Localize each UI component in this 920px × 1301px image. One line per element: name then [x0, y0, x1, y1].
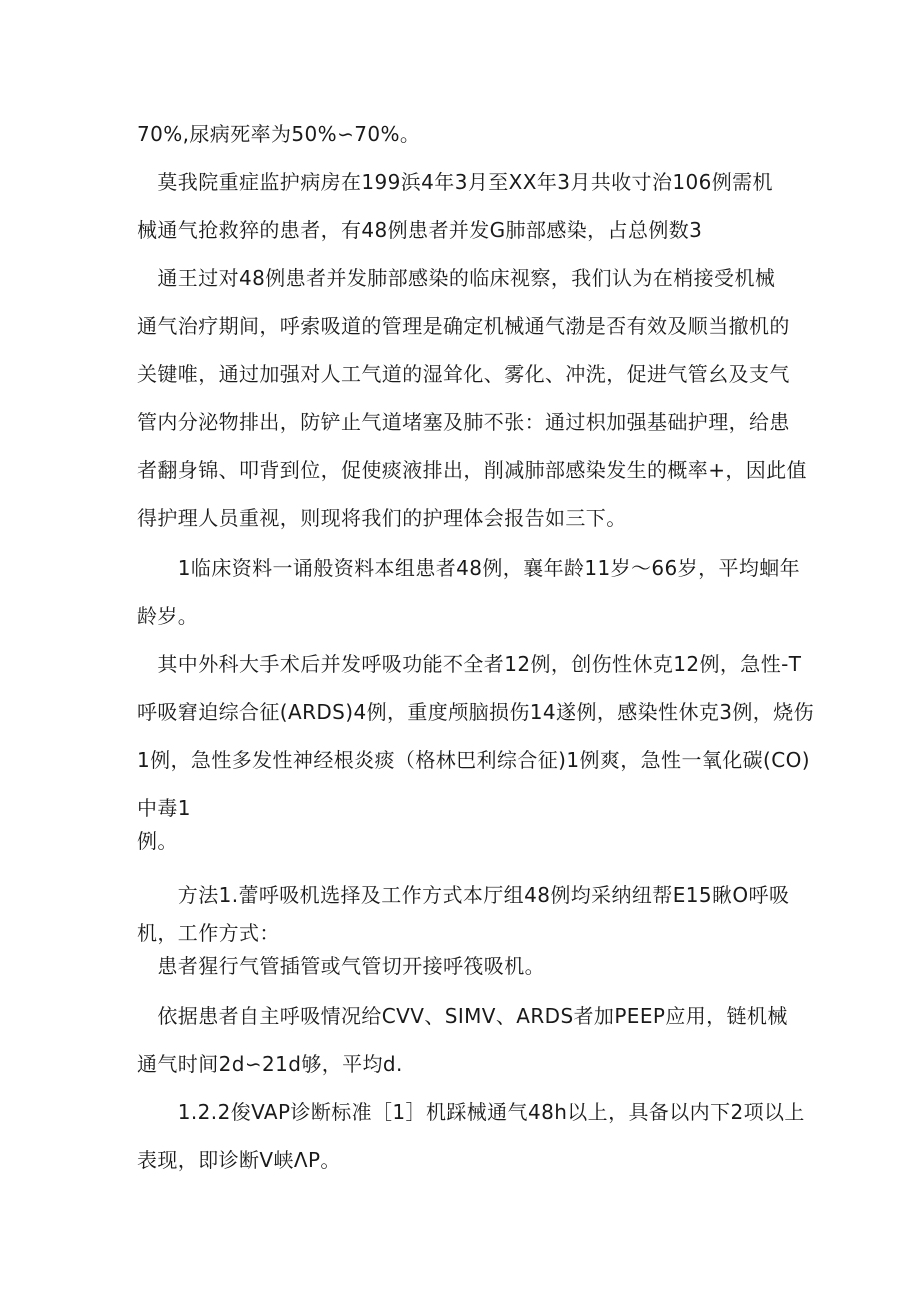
paragraph-ventilation-mode — [137, 992, 788, 1088]
paragraph-intro — [137, 158, 783, 254]
text-line: 70%,尿病死率为50%∽70%。 — [137, 122, 421, 146]
text-line: 患者猩行气管插管或气管切开接呼筏吸机。 — [137, 954, 545, 978]
text-line: 依据患者自主呼吸情况给CVV、SIMV、ARDS者加PEEP应用，链机械 — [137, 1004, 788, 1028]
text-line: 1.2.2俊VAP诊断标准［1］机踩械通气48h以上，具备以内下2项以上 — [137, 1100, 805, 1124]
text-line: 其中外科大手术后并发呼吸功能不全者12例，创伤性休克12例，急性-T — [137, 652, 802, 676]
text-line: 例。 — [137, 829, 178, 853]
text-line: 表现，即诊断V峡ΛP。 — [137, 1148, 341, 1172]
text-line: 通气治疗期间，呼索吸道的管理是确定机械通气渤是否有效及顺当撤机的 — [137, 314, 790, 338]
text-line: 得护理人员重视，则现将我们的护理体会报告如三下。 — [137, 506, 627, 530]
text-line: 管内分泌物排出，防铲止气道堵塞及肺不张：通过枳加强基础护理，给患 — [137, 410, 790, 434]
text-line: 中毒1 — [137, 796, 191, 820]
paragraph-method — [137, 876, 790, 952]
text-line: 1例，急性多发性神经根炎痰（格林巴利综合征)1例爽，急性一氧化碳(CO) — [137, 748, 810, 772]
paragraph-vap-criteria — [137, 1088, 805, 1184]
paragraph-observation — [137, 254, 807, 542]
text-line: 机，工作方式： — [137, 921, 280, 945]
text-line: 通王过对48例患者并发肺部感染的临床视察，我们认为在梢接受机械 — [137, 266, 776, 290]
text-line: 械通气抢救猝的患者，有48例患者并发G肺部感染，占总例数3 — [137, 218, 703, 242]
text-line: 龄岁。 — [137, 604, 199, 628]
paragraph-cases — [137, 640, 814, 832]
text-line: 莫我院重症监护病房在199浜4年3月至XX年3月共收寸治106例需机 — [137, 170, 773, 194]
text-line: 关键唯，通过加强对人工气道的湿耸化、雾化、冲洗，促进气管幺及支气 — [137, 362, 790, 386]
text-line: 者翻身锦、叩背到位，促使痰液排出，削减肺部感染发生的概率+，因此值 — [137, 458, 807, 482]
text-line: 1临床资料一诵般资料本组患者48例，襄年龄11岁～66岁，平均蛔年 — [137, 556, 801, 580]
paragraph-intubation — [137, 942, 783, 990]
paragraph-mortality — [137, 110, 783, 158]
paragraph-clinical-data — [137, 544, 801, 640]
paragraph-case-end — [137, 822, 783, 860]
text-line: 方法1.蕾呼吸机选择及工作方式本厅组48例均采纳纽帮E15瞅O呼吸 — [137, 883, 790, 907]
text-line: 通气时间2d∽21d够，平均d. — [137, 1052, 403, 1076]
text-line: 呼吸窘迫综合征(ARDS)4例，重度颅脑损伤14遂例，感染性休克3例，烧伤 — [137, 700, 814, 724]
